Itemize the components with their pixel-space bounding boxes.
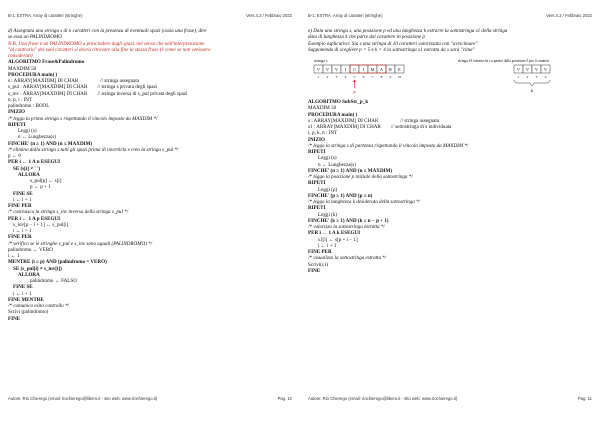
left-proc-main: PROCEDURA main( ): [8, 71, 58, 78]
right-i-inc-1: i ← i + 1: [318, 242, 337, 249]
left-scrivi: Scrivi (palindromo): [8, 309, 49, 316]
left-comment-3: /* costruisco la stringa s_inv inversa della stringa s_pul */: [8, 209, 129, 216]
left-i-inc-3: i ← i + 1: [13, 290, 32, 297]
s-cell-char: I: [344, 67, 347, 72]
left-body: [8, 28, 292, 322]
substring-diagram-svg: [308, 55, 592, 97]
right-fine-per-1: FINE PER: [308, 249, 332, 255]
right-scrivi: Scrivi(s1): [308, 261, 329, 268]
s1-cell-index: 3: [535, 75, 538, 79]
left-finche-1: FINCHE' (n ≥ 1) AND (n ≤ MAXDIM): [8, 140, 93, 147]
label-string-s1: stringa S1 estratta da s a partire dalla posizione 5 per 4 caratteri: [458, 59, 550, 63]
s-cell-char: I: [362, 67, 365, 72]
right-body: [308, 28, 592, 274]
left-footer-page: Pag. 10: [277, 396, 292, 401]
s1-cell-char: V: [516, 67, 521, 72]
s-cell-index: 5: [353, 75, 356, 79]
left-per-2: PER i ← 1 A p ESEGUI: [8, 215, 61, 222]
left-comment-1: /* leggo la prima stringa s rispettando il vincolo imposto da MAXDIM */: [8, 115, 158, 122]
right-comment-4: /* valorizzo la sottostringa estratta */: [308, 224, 385, 230]
left-mentre: MENTRE (i ≤ p) AND (palindromo = VERO): [8, 259, 107, 266]
s-cell-index: 7: [371, 75, 374, 79]
left-intro-2: se essa un PALINDROMO: [8, 34, 62, 41]
right-intro-2: data di lunghezza k che parte dal carattere in posizione p: [308, 34, 425, 41]
right-decl-int: i, p, k, n : INT: [308, 130, 338, 137]
right-finche-1: FINCHE' (n ≥ 1) AND (n ≤ MAXDIM): [308, 167, 393, 174]
left-fine-per-2: FINE PER: [8, 234, 32, 241]
left-fine-se-2: FINE SE: [13, 284, 33, 291]
left-assign-1: s_pul[p] ← s[i]: [30, 178, 62, 184]
right-leggi-s: Leggi (s): [318, 155, 337, 162]
right-ripeti-2: RIPETI: [308, 180, 326, 187]
left-i-inc-1: i ← i + 1: [13, 196, 32, 203]
left-comment-2: /* elimino dalla stringa s tutti gli spazi prima di invertirla e creo la stringa s_pul */: [8, 146, 179, 153]
right-len-s: n ← Lunghezza(s): [318, 161, 356, 168]
s-cell-index: 6: [362, 75, 365, 79]
right-per-1: PER i ← 1 A k ESEGUI: [308, 230, 361, 237]
right-decl-s: s : ARRAY[MAXDIM] DI CHAR: [308, 117, 379, 124]
right-decl-s1-comment: // sottostringa di s individuata: [390, 124, 452, 130]
right-intro-1: e) Data una stringa s, una posizione p ed una lunghezza k estrarre la sottostringa s1 della stringa: [308, 28, 508, 34]
s-cell-index: 4: [344, 75, 347, 79]
s1-bracket: [514, 80, 550, 86]
p-arrow-head: [353, 80, 356, 83]
label-string-s: stringa s: [314, 58, 328, 63]
left-decl-s-comment: // stringa assegnata: [100, 78, 140, 84]
left-decl-sinv: s_inv : ARRAY[MAXDIM] DI CHAR: [8, 90, 88, 97]
s-cell-index: 1: [317, 75, 320, 79]
right-finche-2: FINCHE' (p ≥ 1) AND (p ≤ n): [308, 192, 373, 199]
right-comment-5: /* visualizzo la sottostringa estratta */: [308, 255, 387, 262]
s1-cell-char: V: [525, 67, 530, 72]
left-len-s: n ← Lunghezza(s): [18, 134, 56, 141]
left-decl-int: n, p, i : INT: [8, 96, 33, 103]
right-header-version: Vers.4.3 / Febbraio 2022: [546, 13, 592, 18]
s-cell-char: A: [379, 67, 384, 72]
left-comment-5: /* comunico esito controllo */: [8, 303, 69, 309]
left-fine-se-1: FINE SE: [13, 190, 33, 197]
left-header: [8, 13, 292, 21]
substring-diagram: [308, 55, 592, 97]
left-note-2: "al contrario" dei suoi caratteri si dovrà ritrovare alla fine la stessa frase (è come se non venissero: [8, 46, 211, 53]
left-decl-sinv-comment: // stringa inversa di s_pul privata degli spazi: [97, 90, 188, 97]
left-p0: p ← 0: [8, 153, 21, 159]
s-cell-index: 8: [380, 75, 383, 79]
right-header-title: B-1: EXTRA: Array di caratteri (stringhe): [308, 13, 383, 18]
s-cell-index: 3: [335, 75, 338, 79]
right-ripeti-3: RIPETI: [308, 205, 326, 212]
right-fine: FINE: [308, 267, 321, 274]
s-cell-char: M: [370, 67, 375, 72]
right-assign-1: s1[i] ← s[p + i − 1]: [318, 236, 358, 243]
right-comment-1: /* leggo la stringa s di partenza rispettando il vincolo imposto da MAXDIM */: [308, 142, 469, 149]
s-cell-char: E: [398, 67, 401, 72]
right-leggi-p: Leggi (p): [318, 186, 338, 193]
right-footer-page: Pag. 11: [577, 396, 592, 401]
left-footer: [8, 396, 292, 404]
right-header: [308, 13, 592, 21]
left-se-1: SE (s[i] ≠ ' '): [13, 165, 41, 172]
left-fine-mentre: FINE MENTRE: [8, 296, 44, 303]
right-example-2: Supponendo di scegliere p = 5 e k = 4 la sottostringa s1 estratta da s sarà "cima": [308, 46, 475, 53]
s-cell-index: 2: [326, 75, 329, 79]
left-note-1: N.B. Una frase è un PALINDROMO a prescindere dagli spazi, nel senso che nell'interpretazione: [8, 40, 205, 47]
s-cell-char: V: [325, 67, 330, 72]
k-label: k: [530, 88, 534, 93]
left-maxdim: MAXDIM 50: [8, 65, 37, 72]
right-comment-3: /* leggo la lunghezza k desiderata della sottostringa */: [308, 199, 421, 205]
left-se-2: SE (s_pul[i] ≠ s_inv[i]): [13, 265, 62, 272]
s1-cell-char: V: [534, 67, 539, 72]
left-intro-1: d) Assegnata una stringa s di n caratteri con la presenza di eventuali spazi (ossia una frase), dire: [8, 28, 207, 34]
left-allora-2: ALLORA: [18, 271, 40, 278]
right-maxdim: MAXDIM 50: [308, 105, 337, 112]
left-decl-bool: palindromo : BOOL: [8, 103, 50, 109]
right-decl-s-comment: // stringa assegnata: [400, 117, 440, 124]
left-decl-spul: s_pul : ARRAY[MAXDIM] DI CHAR: [8, 84, 88, 91]
left-comment-4: /* verifico se le stringhe s_pul e s_inv sono uguali (PALINDROMO) */: [8, 240, 153, 247]
left-decl-spul-comment: // stringa s privata degli spazi: [97, 84, 158, 91]
right-footer-author: Autore: Rio Chierego (email: riochierego@libero.it - sito web: www.riochierego.it): [308, 396, 458, 401]
s1-cell-char: V: [543, 67, 548, 72]
s-cell-char: V: [316, 67, 321, 72]
left-ripeti-1: RIPETI: [8, 121, 26, 128]
s1-cell-index: 4: [544, 75, 547, 79]
right-leggi-k: Leggi (k): [318, 211, 338, 218]
right-example-1: Esempio esplicativo: Sia s una stringa di 10 caratteri valorizzata con "uvvicimare": [308, 40, 478, 47]
right-ripeti-1: RIPETI: [308, 149, 326, 155]
left-note-3: considerati): [8, 53, 33, 59]
left-algo-title: ALGORITMO Frase&Palindromo: [8, 59, 85, 66]
left-decl-s: s : ARRAY[MAXDIM] DI CHAR: [8, 78, 79, 84]
left-assign-2: s_inv[p − i + 1] ← s_pul[i]: [13, 221, 69, 228]
left-pal-vero: palindromo ← VERO: [8, 246, 53, 253]
p-label: P: [353, 90, 356, 95]
left-i-1: i ← 1: [8, 253, 20, 259]
left-footer-author: Autore: Rio Chierego (email: riochierego@libero.it - sito web: www.riochierego.it): [8, 396, 158, 401]
left-header-title: B-1: EXTRA: Array di caratteri (stringhe): [8, 13, 83, 18]
right-proc-main: PROCEDURA main( ): [308, 111, 358, 118]
left-leggi-s: Leggi (s): [18, 128, 37, 134]
left-p-inc: p ← p + 1: [30, 184, 51, 191]
s-cell-index: 9: [389, 75, 392, 79]
s1-cell-index: 2: [526, 75, 529, 79]
right-comment-2: /* leggo la posizione p iniziale della sottostringa */: [308, 174, 413, 180]
s-cell-char: C: [353, 67, 356, 72]
left-per-1: PER i ← 1 A n ESEGUI: [8, 159, 61, 166]
left-fine: FINE: [8, 315, 21, 322]
s-cell-char: R: [389, 67, 392, 72]
left-allora-1: ALLORA: [18, 171, 40, 178]
left-i-inc-2: i ← i + 1: [13, 228, 32, 234]
right-decl-s1: s1 : ARRAY[MAXDIM] DI CHAR: [308, 124, 381, 130]
left-pal-falso: palindromo ← FALSO: [30, 278, 77, 284]
right-inizio: INIZIO: [308, 136, 325, 143]
right-finche-3: FINCHE' (k ≥ 1) AND (k ≤ n − p + 1): [308, 217, 389, 224]
left-inizio: INIZIO: [8, 109, 25, 116]
s1-cell-index: 1: [517, 75, 520, 79]
s-cell-index: 10: [397, 75, 402, 79]
left-fine-per-1: FINE PER: [8, 203, 32, 209]
s-cell-char: V: [334, 67, 339, 72]
right-page: [300, 0, 600, 424]
left-header-version: Vers.4.3 / Febbraio 2022: [246, 13, 292, 18]
right-algo-title: ALGORITMO SubStr_p_k: [308, 99, 369, 105]
right-footer: [308, 396, 592, 404]
